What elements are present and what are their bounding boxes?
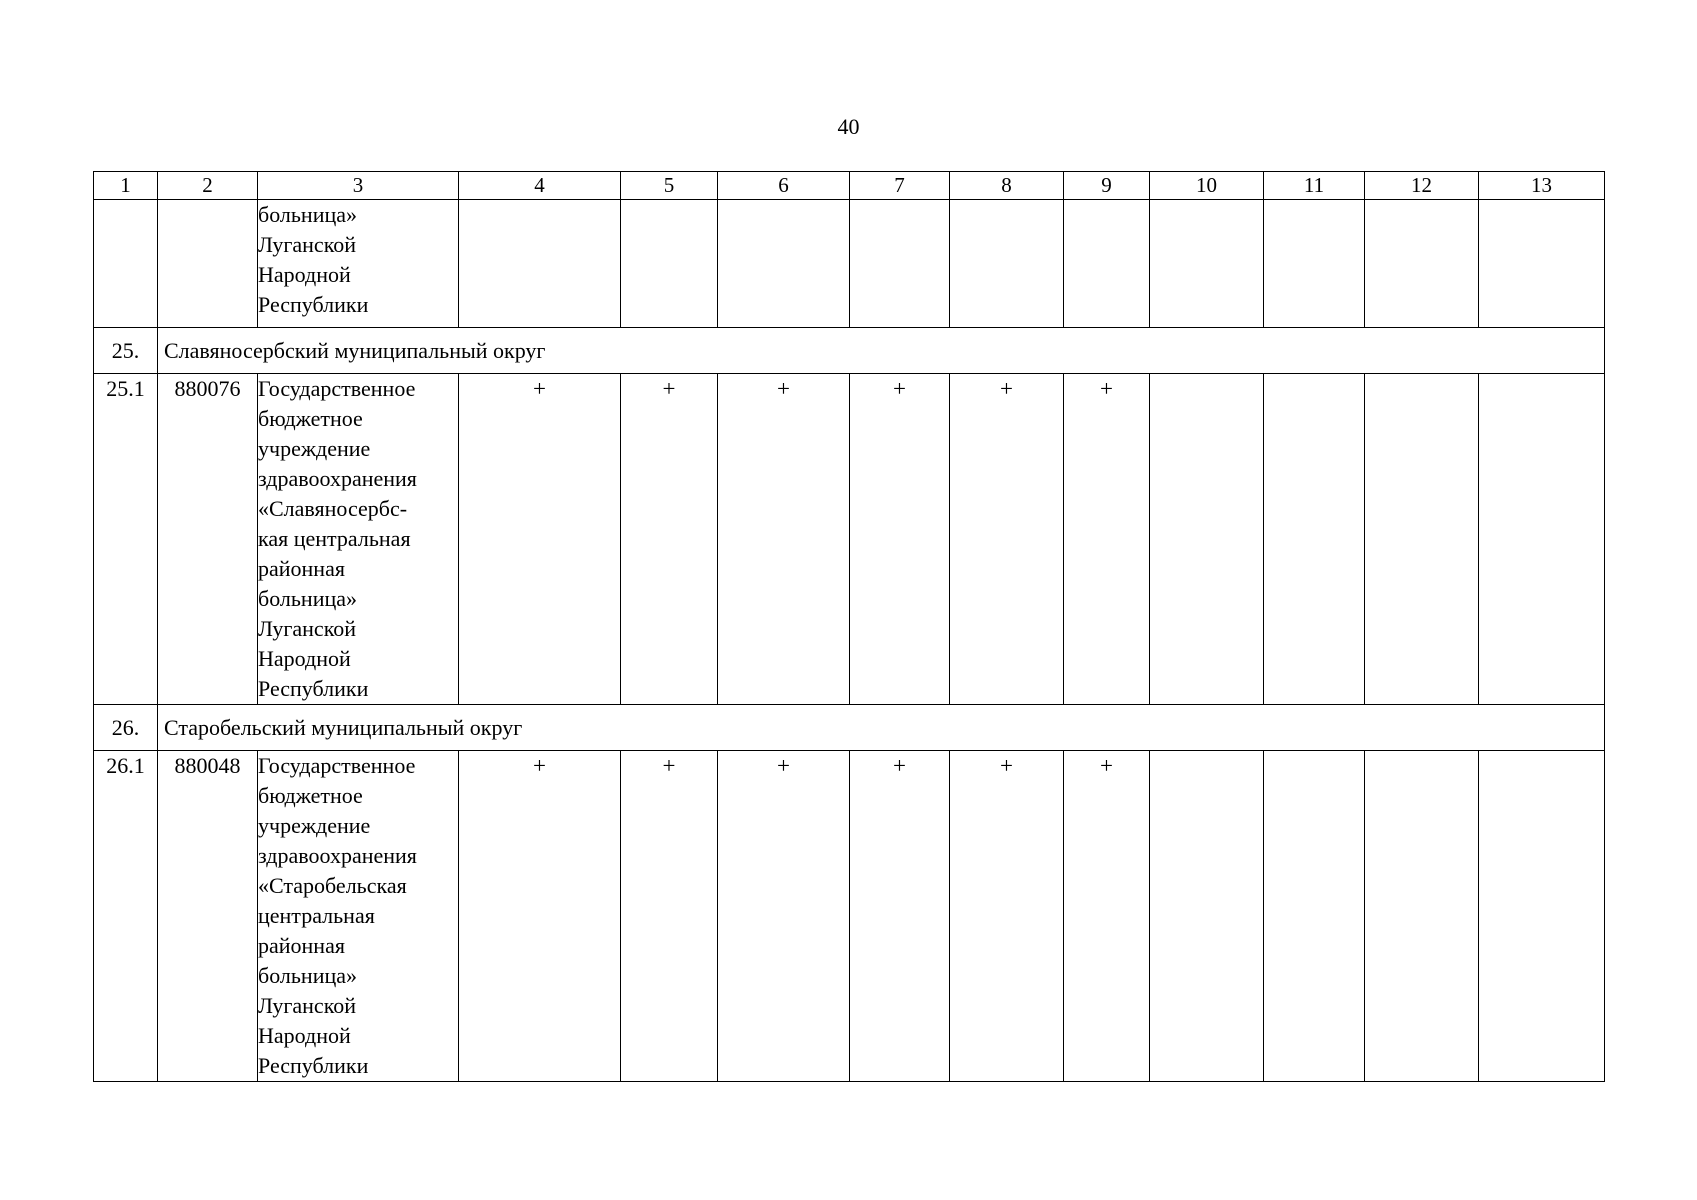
mark-cell: + [1064,374,1150,705]
empty-cell [718,200,850,328]
name-line: учреждение [258,436,371,461]
institution-code: 880048 [158,751,258,1082]
mark-cell: + [950,374,1064,705]
mark-cell: + [621,374,718,705]
registry-table [93,171,1605,1082]
empty-cell [1150,200,1264,328]
empty-cell [459,200,621,328]
empty-cell [1064,200,1150,328]
name-line: больница» [258,586,357,611]
name-line: «Славяносербс- [258,496,408,521]
column-number: 5 [621,172,718,200]
mark-cell [1479,374,1605,705]
column-number: 9 [1064,172,1150,200]
mark-cell [1365,751,1479,1082]
name-line: здравоохранения [258,843,417,868]
column-number: 7 [850,172,950,200]
section-row-starobelsk [94,705,1605,751]
section-number: 26. [94,705,158,751]
name-line: Республики [258,292,369,317]
institution-name-cell [258,200,459,328]
name-line: Народной [258,646,351,671]
mark-cell: + [718,374,850,705]
section-title: Старобельский муниципальный округ [158,705,1605,751]
column-number: 2 [158,172,258,200]
name-line: больница» [258,963,357,988]
column-number: 13 [1479,172,1605,200]
empty-cell [950,200,1064,328]
column-number: 1 [94,172,158,200]
mark-cell [1264,751,1365,1082]
empty-cell [1264,200,1365,328]
institution-name-cell [258,751,459,1082]
column-number: 3 [258,172,459,200]
mark-cell: + [950,751,1064,1082]
column-number: 11 [1264,172,1365,200]
mark-cell: + [459,751,621,1082]
empty-cell [621,200,718,328]
column-number: 4 [459,172,621,200]
column-number-row [94,172,1605,200]
name-line: здравоохранения [258,466,417,491]
page-number: 40 [837,114,860,139]
name-line: бюджетное [258,406,363,431]
row-number: 25.1 [94,374,158,705]
table-row [94,751,1605,1082]
column-number: 8 [950,172,1064,200]
row-number-cell [94,200,158,328]
name-line: Государственное [258,753,416,778]
name-line: кая центральная [258,526,411,551]
mark-cell: + [1064,751,1150,1082]
name-line: бюджетное [258,783,363,808]
section-number: 25. [94,328,158,374]
mark-cell [1150,374,1264,705]
name-line: больница» [258,202,357,227]
name-line: центральная [258,903,375,928]
empty-cell [1479,200,1605,328]
empty-cell [1365,200,1479,328]
name-line: Государственное [258,376,416,401]
name-line: Республики [258,1053,369,1078]
row-number: 26.1 [94,751,158,1082]
name-line: «Старобельская [258,873,407,898]
mark-cell [1264,374,1365,705]
empty-cell [850,200,950,328]
table-row [94,374,1605,705]
name-line: Луганской [258,993,357,1018]
column-number: 6 [718,172,850,200]
mark-cell: + [718,751,850,1082]
table-row-continuation [94,200,1605,328]
mark-cell: + [850,374,950,705]
name-line: районная [258,933,345,958]
name-line: учреждение [258,813,371,838]
section-row-slavyanoserbsk [94,328,1605,374]
mark-cell: + [621,751,718,1082]
mark-cell [1150,751,1264,1082]
institution-code: 880076 [158,374,258,705]
name-line: Луганской [258,232,357,257]
mark-cell [1365,374,1479,705]
mark-cell: + [850,751,950,1082]
mark-cell: + [459,374,621,705]
code-cell [158,200,258,328]
name-line: Народной [258,1023,351,1048]
section-title: Славяносербский муниципальный округ [158,328,1605,374]
column-number: 12 [1365,172,1479,200]
institution-name-cell [258,374,459,705]
name-line: Луганской [258,616,357,641]
mark-cell [1479,751,1605,1082]
name-line: Народной [258,262,351,287]
column-number: 10 [1150,172,1264,200]
name-line: районная [258,556,345,581]
name-line: Республики [258,676,369,701]
